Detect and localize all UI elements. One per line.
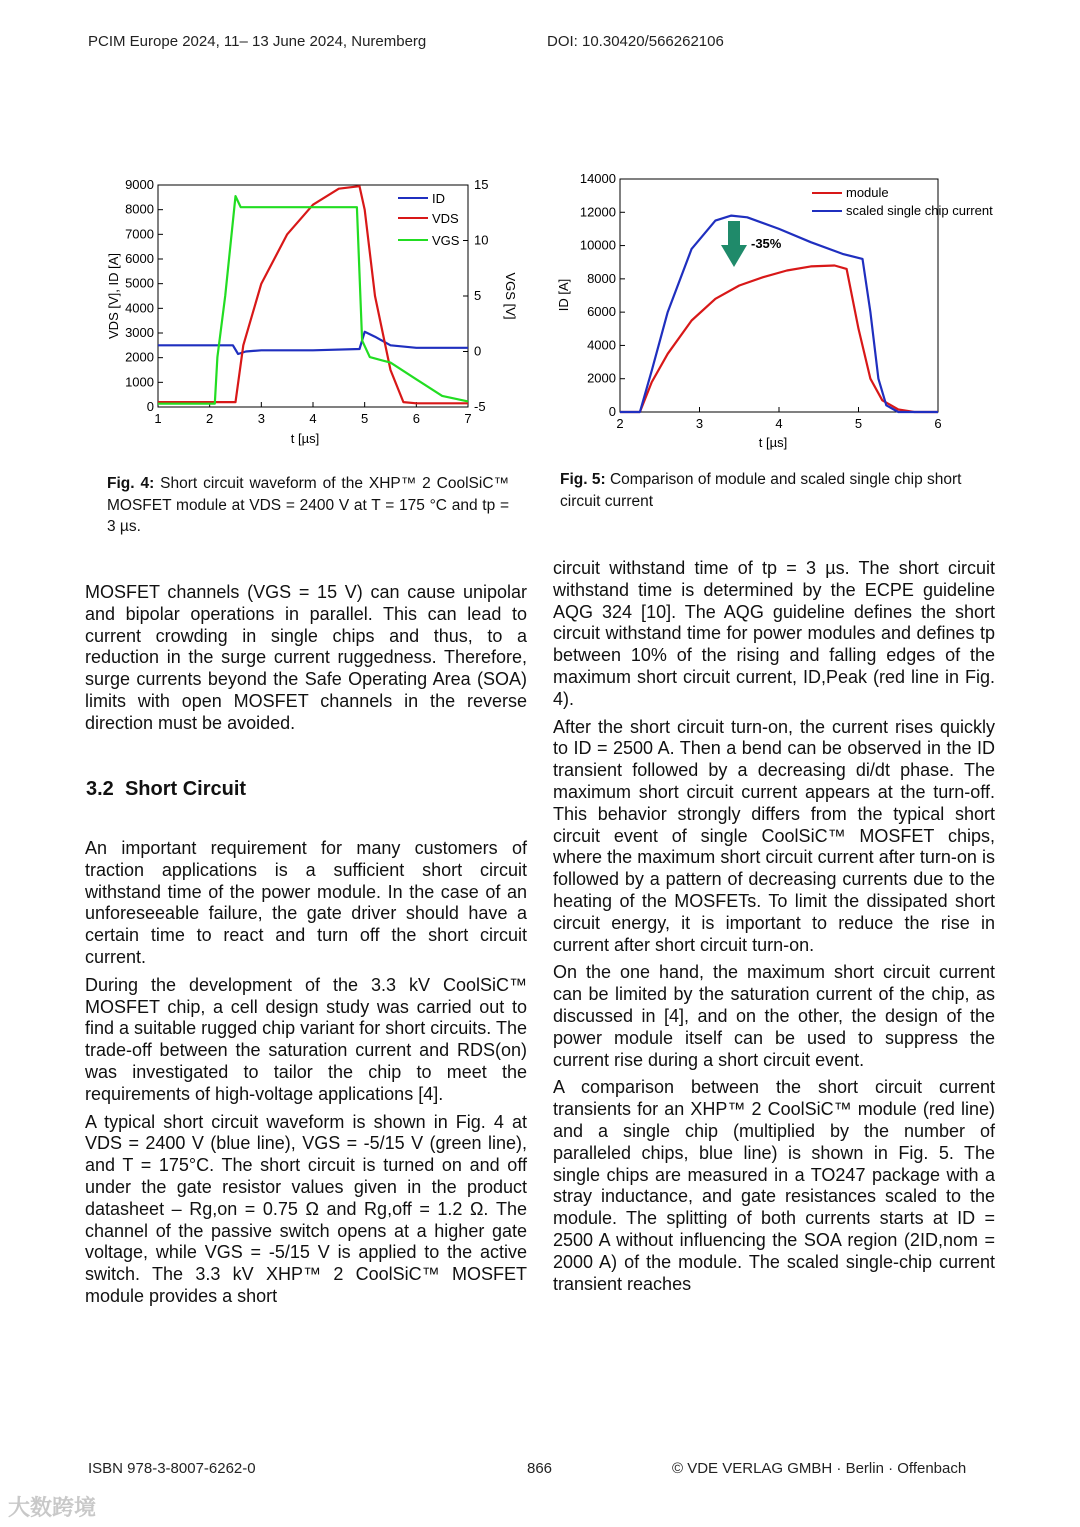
fig4-y2tick-label-3: 10 (474, 232, 489, 248)
fig4-xtick-label-6: 7 (464, 411, 472, 426)
fig5-legend-module: module (846, 185, 889, 200)
left-paragraph-2: An important requirement for many customers of traction applications is a sufficient short circuit withstand time of the power module. In the case of an unforeseeable failure, the gate driver should have a certain time to react and turn off the short circuit current. (85, 838, 527, 967)
fig4-ytick-label-0: 0 (146, 399, 154, 414)
fig4-xlabel: t [µs] (290, 431, 320, 446)
fig5-xtick-label-3: 5 (854, 416, 863, 431)
fig5-series-module (620, 266, 938, 413)
fig4-xtick-label-4: 5 (361, 411, 369, 426)
fig4-ytick-label-9: 9000 (125, 177, 154, 192)
fig4-legend-id: ID (432, 191, 445, 206)
fig4-legend-vds: VDS (432, 211, 459, 226)
fig4-y2tick-label-0: -5 (474, 399, 486, 414)
fig4-series-vgs (158, 196, 468, 404)
left-paragraph-3: During the development of the 3.3 kV CoolSiC™ MOSFET chip, a cell design study was carried out to find a suitable rugged chip variant for short circuits. The trade-off between the saturation current and RDS(on) was investigated to tailor the chip to meet the requirements of high-voltage applications [4]. (85, 974, 527, 1104)
fig4-xtick-label-3: 4 (309, 411, 317, 426)
section-number: 3.2 (86, 778, 114, 800)
fig4-ylabel: VDS [V], ID [A] (106, 253, 121, 339)
fig4-ytick-label-1: 1000 (125, 374, 154, 390)
right-paragraph-4: A comparison between the short circuit current transients for an XHP™ 2 CoolSiC™ module (red line) and a single chip (multiplied by the number of paralleled chips, blue line) is shown in Fig. 5. The single chips are measured in a TO247 package with a stray inductance, and gate resistances scaled to the module. The splitting of both currents starts at ID = 2500 A without influencing the SOA region (2ID,nom = 2000 A) of the module. The scaled single-chip current transient reaches (553, 1077, 995, 1294)
right-paragraph-2: After the short circuit turn-on, the current rises quickly to ID = 2500 A. Then a bend can be observed in the ID transient followed by a decreasing di/dt phase. The maximum short circuit current appears at the turn-off. This behavior strongly differs from the typical short circuit event of single CoolSiC™ MOSFET chips, where the maximum short circuit current after turn-on is followed by a pattern of decreasing currents due to the heating of the MOSFETs. To limit the dissipated short circuit energy, it is important to reduce the rise in current after short circuit turn-on. (553, 716, 995, 955)
fig5-ytick-label-7: 14000 (579, 171, 616, 186)
fig4-xtick-label-1: 2 (206, 411, 214, 426)
fig4-xtick-label-5: 6 (412, 411, 420, 426)
fig5-legend-scaled: scaled single chip current (846, 203, 993, 218)
section-title: Short Circuit (124, 778, 247, 800)
left-paragraph-1: MOSFET channels (VGS = 15 V) can cause unipolar and bipolar operations in parallel. This can lead to current crowding in single chips and thus, to a reduction in the surge current ruggedness. Therefore, surge currents beyond the Safe Operating Area (SOA) limits with open MOSFET channels in the reverse direction must be avoided. (85, 582, 527, 733)
conference-header: PCIM Europe 2024, 11– 13 June 2024, Nuremberg (88, 33, 427, 50)
fig5-y-ticks (580, 171, 625, 419)
fig5-x-ticks (616, 407, 941, 431)
fig5-ylabel: ID [A] (556, 278, 571, 312)
fig4-caption (107, 473, 509, 538)
fig5-ytick-label-4: 8000 (587, 270, 616, 286)
left-paragraph-4: A typical short circuit waveform is shown in Fig. 4 at VDS = 2400 V (blue line), VGS = -5/15 V (green line), and T = 175°C. The short circuit is turned on and off under the gate resistor values given in the product datasheet – Rg,on = 0.75 Ω and Rg,off = 1.2 Ω. The channel of the passive switch opens at a higher gate voltage, while VGS = -5/15 V is applied to the active switch. The 3.3 kV XHP™ 2 CoolSiC™ MOSFET module provides a short (85, 1111, 527, 1306)
fig5-ytick-label-3: 6000 (587, 304, 616, 320)
fig5-xtick-label-1: 3 (695, 416, 704, 431)
fig4-legend (398, 191, 460, 248)
fig4-xtick-label-0: 1 (154, 411, 162, 426)
fig5-xtick-label-0: 2 (616, 416, 624, 431)
fig4-ytick-label-3: 3000 (125, 325, 154, 340)
fig4-ytick-label-6: 6000 (125, 251, 154, 266)
fig5-caption-text: Comparison of module and scaled single chip short circuit current (560, 471, 962, 510)
fig5-ytick-label-6: 12000 (579, 204, 616, 220)
fig4-caption-label: Fig. 4: (107, 475, 155, 492)
fig5-xlabel: t [µs] (758, 435, 788, 450)
fig4-y-ticks (125, 177, 163, 414)
fig4-caption-text: Short circuit waveform of the XHP™ 2 CoolSiC™ MOSFET module at VDS = 2400 V at T = 175 °C and tp = 3 µs. (107, 475, 510, 535)
fig5-xtick-label-2: 4 (775, 416, 783, 431)
fig5-chart (548, 165, 993, 457)
fig5-arrow-head (721, 245, 747, 267)
fig4-ytick-label-2: 2000 (125, 349, 154, 365)
fig4-y2-ticks (463, 177, 488, 414)
fig4-x-ticks (154, 402, 471, 426)
fig4-y2tick-label-4: 15 (474, 177, 489, 192)
fig5-caption (560, 469, 976, 512)
footer-page-number: 866 (527, 1460, 553, 1477)
right-paragraph-1: circuit withstand time of tp = 3 µs. The short circuit withstand time is determined by the ECPE guideline AQG 324 [10]. The AQG guideline defines the short circuit withstand time for power modules and defines tp between 10% of the rising and falling edges of the maximum short circuit current, ID,Peak (red line in Fig. 4). (553, 558, 995, 709)
fig4-y2tick-label-1: 0 (474, 343, 482, 359)
fig5-caption-label: Fig. 5: (560, 471, 606, 488)
doi-header: DOI: 10.30420/566262106 (547, 33, 724, 50)
fig4-xtick-label-2: 3 (257, 411, 265, 426)
fig5-arrow-annotation (721, 221, 782, 267)
fig4-y2tick-label-2: 5 (474, 288, 482, 303)
fig4-ytick-label-4: 4000 (125, 300, 154, 316)
footer-publisher: © VDE VERLAG GMBH · Berlin · Offenbach (672, 1460, 967, 1477)
watermark: 大数跨境 (8, 1495, 97, 1520)
right-column (553, 558, 995, 1301)
fig5-xtick-label-4: 6 (934, 416, 942, 431)
section-heading (86, 778, 246, 801)
fig5-ytick-label-0: 0 (608, 404, 616, 419)
fig4-ytick-label-5: 5000 (125, 275, 154, 291)
fig5-legend (812, 185, 993, 218)
fig4-legend-vgs: VGS (432, 233, 460, 248)
right-paragraph-3: On the one hand, the maximum short circuit current can be limited by the saturation current of the chip, as discussed in [4], and on the other, the design of the power module itself can be used to suppress the current rise during a short circuit event. (553, 962, 995, 1070)
fig4-y2label: VGS [V] (503, 272, 518, 320)
fig4-ytick-label-8: 8000 (125, 201, 154, 217)
fig5-annotation: -35% (751, 236, 782, 251)
fig4-chart (96, 170, 516, 460)
fig5-ytick-label-5: 10000 (579, 237, 616, 253)
left-column-top (85, 582, 527, 741)
fig5-arrow-shaft (728, 221, 740, 245)
fig5-ytick-label-1: 2000 (587, 370, 616, 386)
fig4-ytick-label-7: 7000 (125, 226, 154, 242)
fig4-series-id (158, 332, 468, 354)
fig5-ytick-label-2: 4000 (587, 337, 616, 353)
footer-isbn: ISBN 978-3-8007-6262-0 (88, 1460, 256, 1477)
left-column-body (85, 838, 527, 1314)
